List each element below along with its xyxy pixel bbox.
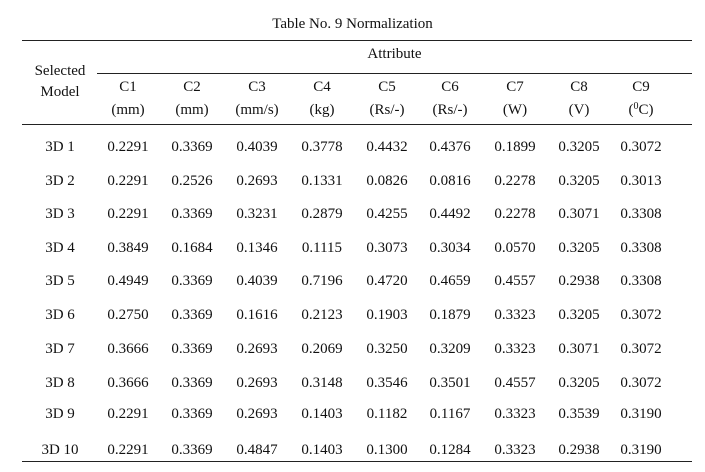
- column-header-5: [356, 76, 418, 122]
- row-model-label: 3D 5: [45, 273, 75, 289]
- selected-model-header-line2: Model: [40, 84, 80, 100]
- table-cell: 0.2693: [236, 375, 278, 391]
- table-cell: 0.7196: [301, 273, 343, 289]
- table-cell: 0.1346: [236, 240, 278, 256]
- table-cell: 0.3323: [494, 341, 536, 357]
- table-cell: 0.3778: [301, 139, 343, 155]
- selected-model-header-line1: Selected: [34, 63, 86, 79]
- table-cell: 0.1115: [301, 240, 343, 256]
- column-unit: ($^0$C): [628, 101, 654, 118]
- table-cell: 0.1300: [366, 442, 408, 458]
- table-cell: 0.3323: [494, 406, 536, 422]
- table-cell: 0.3072: [620, 307, 662, 323]
- table-cell: 0.0816: [429, 173, 471, 189]
- column-header-6: [419, 76, 481, 122]
- table-cell: 0.4432: [366, 139, 408, 155]
- row-model-label: 3D 3: [45, 206, 75, 222]
- header-bottom-rule: [22, 124, 692, 125]
- table-cell: 0.3071: [558, 341, 600, 357]
- table-cell: 0.3071: [558, 206, 600, 222]
- table-cell: 0.4557: [494, 375, 536, 391]
- column-unit: (kg): [309, 102, 335, 118]
- table-cell: 0.2123: [301, 307, 343, 323]
- selected-model-header: [22, 61, 98, 103]
- table-cell: 0.0826: [366, 173, 408, 189]
- table-cell: 0.3231: [236, 206, 278, 222]
- table-cell: 0.1182: [366, 406, 408, 422]
- table-cell: 0.3148: [301, 375, 343, 391]
- table-cell: 0.4949: [107, 273, 149, 289]
- table-cell: 0.2526: [171, 173, 213, 189]
- row-model-label: 3D 10: [41, 442, 79, 458]
- table-cell: 0.3205: [558, 173, 600, 189]
- table-cell: 0.2693: [236, 406, 278, 422]
- column-name: C5: [378, 79, 396, 95]
- table-cell: 0.3072: [620, 375, 662, 391]
- table-cell: 0.4039: [236, 273, 278, 289]
- table-cell: 0.2750: [107, 307, 149, 323]
- top-rule: [22, 40, 692, 41]
- table-cell: 0.1879: [429, 307, 471, 323]
- table-cell: 0.3323: [494, 442, 536, 458]
- column-name: C2: [183, 79, 201, 95]
- table-cell: 0.1616: [236, 307, 278, 323]
- table-cell: 0.1899: [494, 139, 536, 155]
- table-cell: 0.2069: [301, 341, 343, 357]
- table-title: Table No. 9 Normalization: [272, 16, 433, 32]
- column-header-2: [161, 76, 223, 122]
- table-cell: 0.3013: [620, 173, 662, 189]
- table-cell: 0.4557: [494, 273, 536, 289]
- row-model-label: 3D 4: [45, 240, 75, 256]
- row-model-label: 3D 7: [45, 341, 75, 357]
- column-unit: (mm): [111, 102, 145, 118]
- table-cell: 0.3205: [558, 375, 600, 391]
- table-cell: 0.2879: [301, 206, 343, 222]
- table-cell: 0.3205: [558, 240, 600, 256]
- table-cell: 0.2291: [107, 139, 149, 155]
- table-cell: 0.3190: [620, 442, 662, 458]
- table-cell: 0.3666: [107, 375, 149, 391]
- table-cell: 0.3369: [171, 206, 213, 222]
- table-cell: 0.1903: [366, 307, 408, 323]
- column-unit: (Rs/-): [369, 102, 405, 118]
- table-cell: 0.4492: [429, 206, 471, 222]
- table-cell: 0.4039: [236, 139, 278, 155]
- column-header-7: [484, 76, 546, 122]
- row-model-label: 3D 1: [45, 139, 75, 155]
- table-cell: 0.3072: [620, 341, 662, 357]
- table-cell: 0.3369: [171, 375, 213, 391]
- table-cell: 0.2693: [236, 173, 278, 189]
- column-name: C3: [248, 79, 266, 95]
- table-cell: 0.1403: [301, 406, 343, 422]
- row-model-label: 3D 8: [45, 375, 75, 391]
- table-cell: 0.3546: [366, 375, 408, 391]
- table-cell: 0.3205: [558, 307, 600, 323]
- attribute-rule: [97, 73, 692, 74]
- table-cell: 0.2278: [494, 173, 536, 189]
- column-header-4: [291, 76, 353, 122]
- table-cell: 0.4255: [366, 206, 408, 222]
- table-cell: 0.3369: [171, 273, 213, 289]
- table-cell: 0.2938: [558, 442, 600, 458]
- table-cell: 0.4847: [236, 442, 278, 458]
- table-cell: 0.3034: [429, 240, 471, 256]
- column-name: C4: [313, 79, 331, 95]
- table-cell: 0.3666: [107, 341, 149, 357]
- column-name: C8: [570, 79, 588, 95]
- table-cell: 0.3250: [366, 341, 408, 357]
- table-cell: 0.1284: [429, 442, 471, 458]
- table-cell: 0.1331: [301, 173, 343, 189]
- table-cell: 0.3308: [620, 273, 662, 289]
- table-cell: 0.4376: [429, 139, 471, 155]
- table-cell: 0.3369: [171, 406, 213, 422]
- column-unit: (mm): [175, 102, 209, 118]
- table-cell: 0.3323: [494, 307, 536, 323]
- row-model-label: 3D 2: [45, 173, 75, 189]
- table-cell: 0.2938: [558, 273, 600, 289]
- table-cell: 0.3205: [558, 139, 600, 155]
- column-name: C9: [632, 79, 650, 95]
- row-model-label: 3D 9: [45, 406, 75, 422]
- table-cell: 0.2291: [107, 173, 149, 189]
- column-unit: (V): [568, 102, 590, 118]
- table-cell: 0.4720: [366, 273, 408, 289]
- table-cell: 0.3073: [366, 240, 408, 256]
- table-cell: 0.3308: [620, 206, 662, 222]
- row-model-label: 3D 6: [45, 307, 75, 323]
- column-header-8: [548, 76, 610, 122]
- column-header-3: [226, 76, 288, 122]
- table-cell: 0.3501: [429, 375, 471, 391]
- table-cell: 0.2291: [107, 206, 149, 222]
- column-unit: (W): [502, 102, 528, 118]
- table-cell: 0.1167: [429, 406, 471, 422]
- table-cell: 0.3209: [429, 341, 471, 357]
- column-name: C1: [119, 79, 137, 95]
- table-cell: 0.2291: [107, 406, 149, 422]
- table-cell: 0.0570: [494, 240, 536, 256]
- table-cell: 0.2291: [107, 442, 149, 458]
- table-cell: 0.3190: [620, 406, 662, 422]
- table-cell: 0.3369: [171, 341, 213, 357]
- column-name: C6: [441, 79, 459, 95]
- table-cell: 0.3369: [171, 307, 213, 323]
- table-cell: 0.1684: [171, 240, 213, 256]
- column-name: C7: [506, 79, 524, 95]
- table-cell: 0.3308: [620, 240, 662, 256]
- table-cell: 0.2693: [236, 341, 278, 357]
- table-cell: 0.3369: [171, 442, 213, 458]
- attribute-header: Attribute: [367, 46, 422, 62]
- column-unit: (mm/s): [235, 102, 279, 118]
- column-header-9: [610, 76, 672, 122]
- bottom-rule: [22, 461, 692, 462]
- column-header-1: [97, 76, 159, 122]
- table-cell: 0.4659: [429, 273, 471, 289]
- table-cell: 0.3849: [107, 240, 149, 256]
- table-cell: 0.2278: [494, 206, 536, 222]
- table-cell: 0.3539: [558, 406, 600, 422]
- column-unit: (Rs/-): [432, 102, 468, 118]
- table-cell: 0.3072: [620, 139, 662, 155]
- table-cell: 0.3369: [171, 139, 213, 155]
- table-cell: 0.1403: [301, 442, 343, 458]
